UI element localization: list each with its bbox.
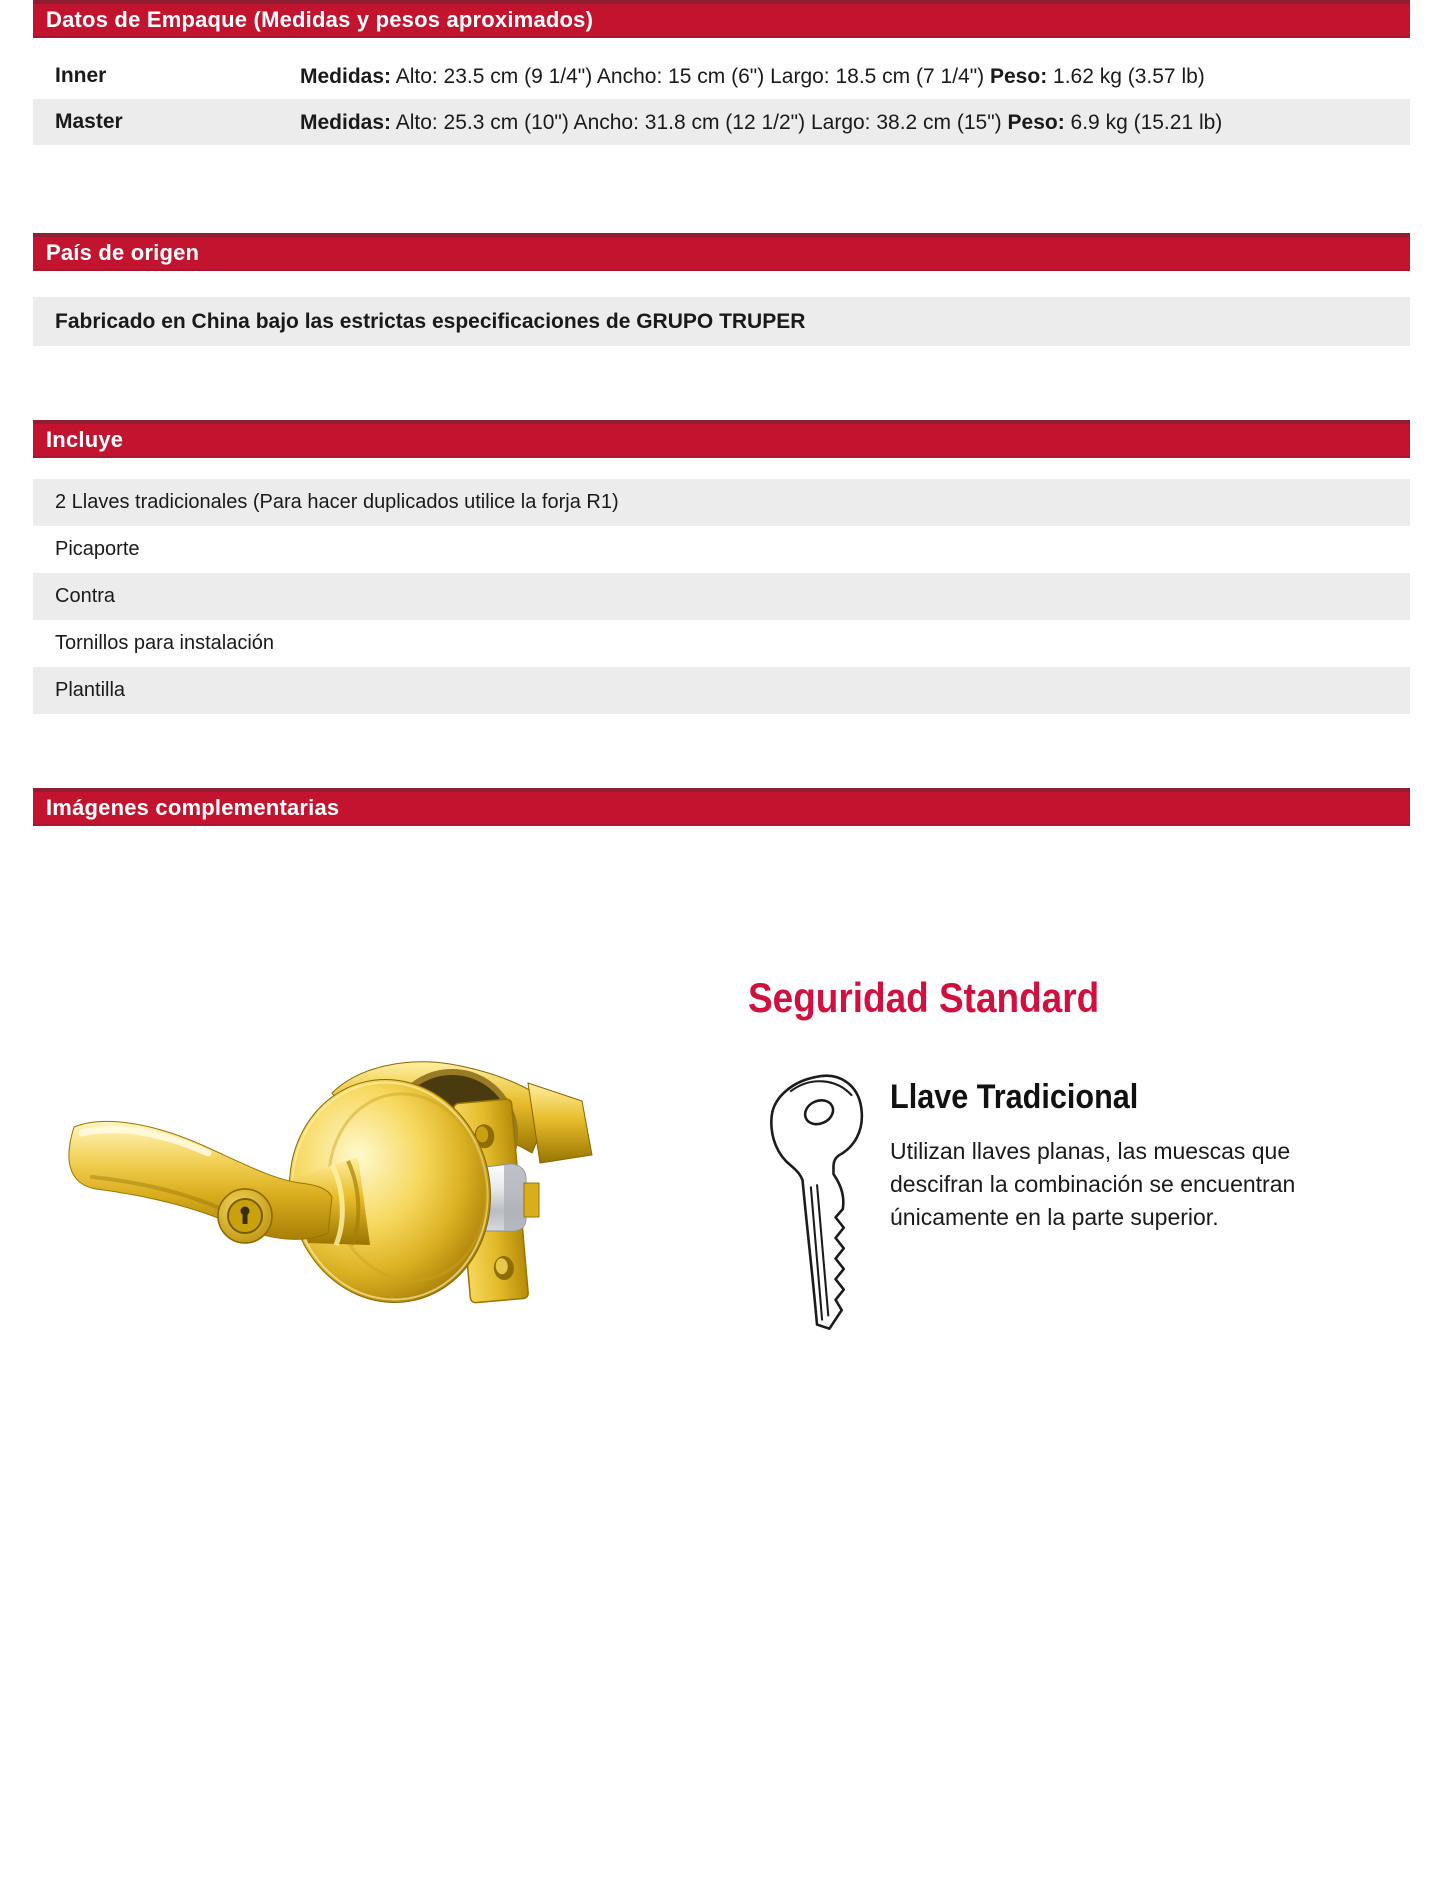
peso-value: 6.9 kg (15.21 lb)	[1064, 111, 1223, 134]
list-item: 2 Llaves tradicionales (Para hacer duplicados utilice la forja R1)	[33, 479, 1410, 526]
traditional-key-illustration	[763, 1071, 871, 1339]
key-outline-icon	[763, 1071, 871, 1339]
key-feature-description: Utilizan llaves planas, las muescas que descifran la combinación se encuentran únicamente en la parte superior.	[890, 1138, 1296, 1230]
key-feature-title: Llave Tradicional	[890, 1078, 1139, 1116]
peso-label: Peso:	[990, 65, 1048, 88]
peso-label: Peso:	[1007, 111, 1065, 134]
origin-statement: Fabricado en China bajo las estrictas especificaciones de GRUPO TRUPER	[33, 297, 1410, 346]
door-handle-photo	[60, 1031, 620, 1316]
table-row-inner	[33, 53, 1410, 99]
row-label-master: Master	[55, 110, 123, 133]
key-feature-block	[890, 1078, 1324, 1234]
row-value-inner	[300, 61, 1360, 91]
section-title-imagenes: Imágenes complementarias	[46, 795, 340, 820]
section-bar-imagenes	[33, 788, 1410, 826]
row-label-inner: Inner	[55, 64, 107, 87]
list-item: Plantilla	[33, 667, 1410, 714]
section-bar-datos-empaque	[33, 0, 1410, 38]
list-item: Tornillos para instalación	[33, 620, 1410, 667]
medidas-label: Medidas:	[300, 111, 392, 134]
row-value-master	[300, 107, 1360, 137]
security-standard-title: Seguridad Standard	[748, 974, 1100, 1021]
section-title-datos-empaque: Datos de Empaque (Medidas y pesos aproximados)	[46, 7, 594, 32]
medidas-value: Alto: 23.5 cm (9 1/4") Ancho: 15 cm (6") Largo: 18.5 cm (7 1/4")	[391, 65, 990, 88]
list-item: Picaporte	[33, 526, 1410, 573]
section-title-incluye: Incluye	[46, 427, 124, 452]
section-bar-incluye	[33, 420, 1410, 458]
medidas-value: Alto: 25.3 cm (10") Ancho: 31.8 cm (12 1/2") Largo: 38.2 cm (15")	[391, 111, 1008, 134]
door-handle-image	[60, 1031, 620, 1311]
peso-value: 1.62 kg (3.57 lb)	[1047, 65, 1205, 88]
section-title-pais-origen: País de origen	[46, 240, 200, 265]
packaging-table	[33, 53, 1410, 145]
medidas-label: Medidas:	[300, 65, 392, 88]
table-row-master	[33, 99, 1410, 145]
complementary-images-section	[33, 826, 1410, 1811]
product-spec-page	[33, 0, 1410, 1811]
list-item: Contra	[33, 573, 1410, 620]
includes-list	[33, 479, 1410, 714]
section-bar-pais-origen	[33, 233, 1410, 271]
